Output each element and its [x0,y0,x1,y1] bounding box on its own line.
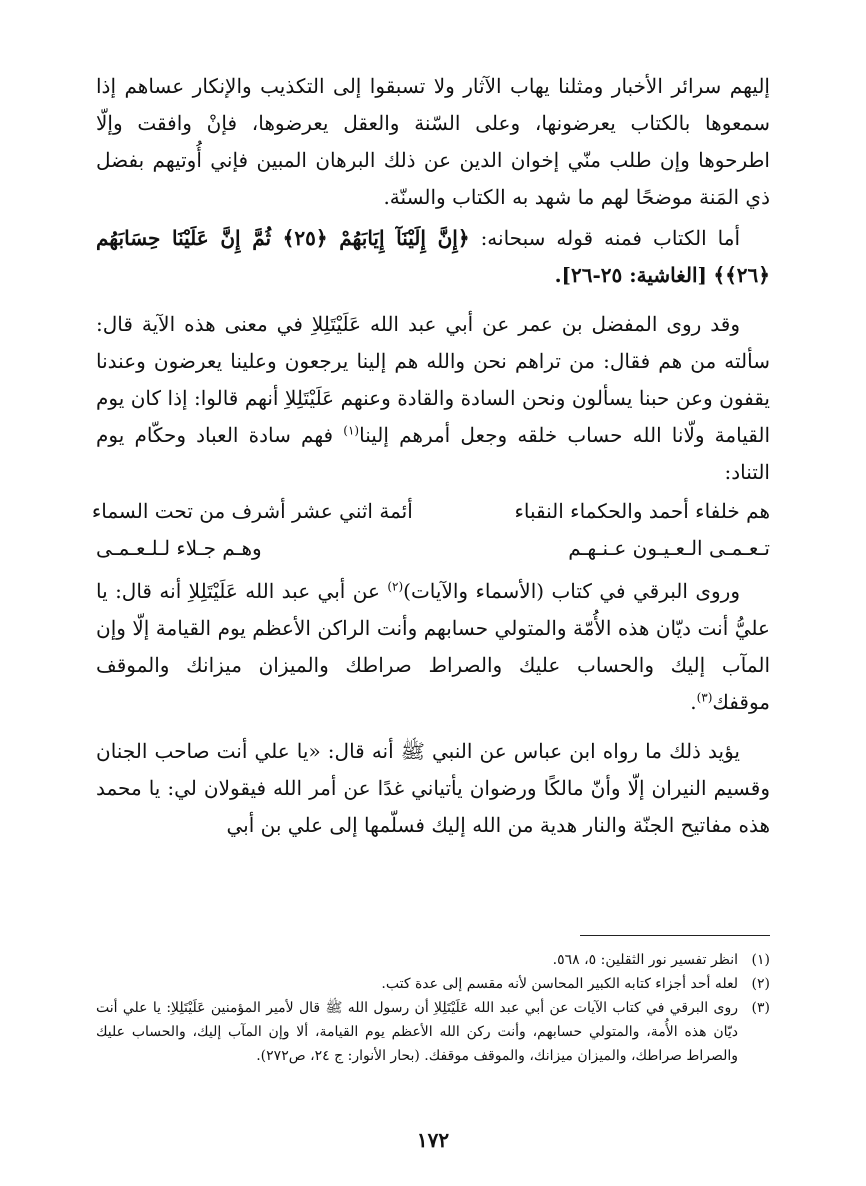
paragraph-5: يؤيد ذلك ما رواه ابن عباس عن النبي ﷺ أنه قال: «يا علي أنت صاحب الجنان وقسيم النيران إلّا وأنّ مالكًا ورضوان يأتياني غدًا عن أمر الله فيقولان لي: يا محمد هذه مفاتيح الجنّة والنار هدية من الله إليك فسلّمها إلى علي بن أبي [96,739,770,837]
poem-verse-2-second-hemistich: وهـم جـلاء لـلـعـمـى [96,536,262,560]
quran-verse: ﴿إِنَّ إِلَيْنَآ إِيَابَهُمْ ﴿٢٥﴾ ثُمَّ إِنَّ عَلَيْنَا حِسَابَهُم ﴿٢٦﴾﴾ [96,226,770,287]
footnote-ref-1: (١) [343,423,360,438]
paragraph-4-body: عن أبي عبد الله عَلَيْتَلِلاِ أنه قال: يا عليُّ أنت ديّان هذه الأُمّة والمتولي حسابهم وأنت الراكن الأعظم يوم القيامة إلّا وإن المآب إليك والحساب عليك والصراط صراطك والميزان ميزانك والموقف موقفك [96,579,770,714]
paragraph-4-text: وروى البرقي في كتاب (الأسماء والآيات) [403,579,740,603]
poem-verse-2-first-hemistich: تـعـمـى الـعـيـون عـنـهـم [568,536,770,560]
footnote-3-number: (٣) [751,1000,770,1016]
paragraph-3-tail: فهم سادة العباد وحكّام يوم التناد: [96,423,770,484]
page-number: ١٧٢ [416,1128,450,1152]
footnote-1-text: انظر تفسير نور الثقلين: ٥، ٥٦٨. [552,952,738,968]
paragraph-2-intro: أما الكتاب فمنه قوله سبحانه: [480,226,741,250]
footnote-ref-3: (٣) [696,690,713,705]
footnote-3-text: روى البرقي في كتاب الآيات عن أبي عبد الله عَلَيْتَلِلاِ أن رسول الله ﷺ قال لأمير المؤمنين عَلَيْتَلِلاِ: يا علي أنت ديّان هذه الأُمة، والمتولي حسابهم، وأنت ركن الله الأعظم يوم القيامة، ألا وإن المآب إليك، والحساب عليك والصراط صراطك، والميزان ميزانك، والموقف موقفك. (بحار الأنوار: ج ٢٤، ص٢٧٢). [96,1000,738,1064]
footnote-2-number: (٢) [751,976,770,992]
paragraph-4 [96,573,770,721]
footnote-1 [96,948,770,972]
footnote-1-number: (١) [751,952,770,968]
footnote-divider [580,935,770,936]
footnote-2-text: لعله أحد أجزاء كتابه الكبير المحاسن لأنه مقسم إلى عدة كتب. [381,976,738,992]
footnote-3 [96,996,770,1068]
footnote-2 [96,972,770,996]
paragraph-1: إليهم سرائر الأخبار ومثلنا يهاب الآثار ولا تسبقوا إلى التكذيب والإنكار عساهم إذا سمعوها بالكتاب يعرضونها، وعلى السّنة والعقل يعرضوها، فإنْ وافقت وإلّا اطرحوها وإن طلب منّي إخوان الدين عن ذلك البرهان المبين فإني أُوتيهم بفضل ذي المَنة موضحًا لهم ما شهد به الكتاب والسنّة. [96,74,770,209]
paragraph-3-text: وقد روى المفضل بن عمر عن أبي عبد الله عَلَيْتَلِلاِ في معنى هذه الآية قال: سألته من هم فقال: من تراهم نحن والله هم إلينا يرجعون وعلينا يعرضون وعندنا يقفون وعن حبنا يسألون ونحن السادة والقادة وعنهم عَلَيْتَلِلاِ أنهم قالوا: إذا كان يوم القيامة ولّانا الله حساب خلقه وجعل أمرهم إلينا [96,312,771,447]
paragraph-3 [96,306,770,491]
paragraph-4-end: . [690,690,697,714]
poem-verse-1-first-hemistich: هم خلفاء أحمد والحكماء النقباء [514,499,770,523]
poem [91,493,770,567]
poem-verse-2 [96,530,770,567]
poem-verse-1-second-hemistich: أئمة اثني عشر أشرف من تحت السماء [91,499,413,523]
surah-citation: [الغاشية: ٢٥-٢٦]. [554,263,707,287]
footnote-ref-2: (٢) [387,579,404,594]
poem-verse-1 [91,493,770,530]
footnotes [96,948,770,1068]
paragraph-quran-citation [96,220,770,294]
